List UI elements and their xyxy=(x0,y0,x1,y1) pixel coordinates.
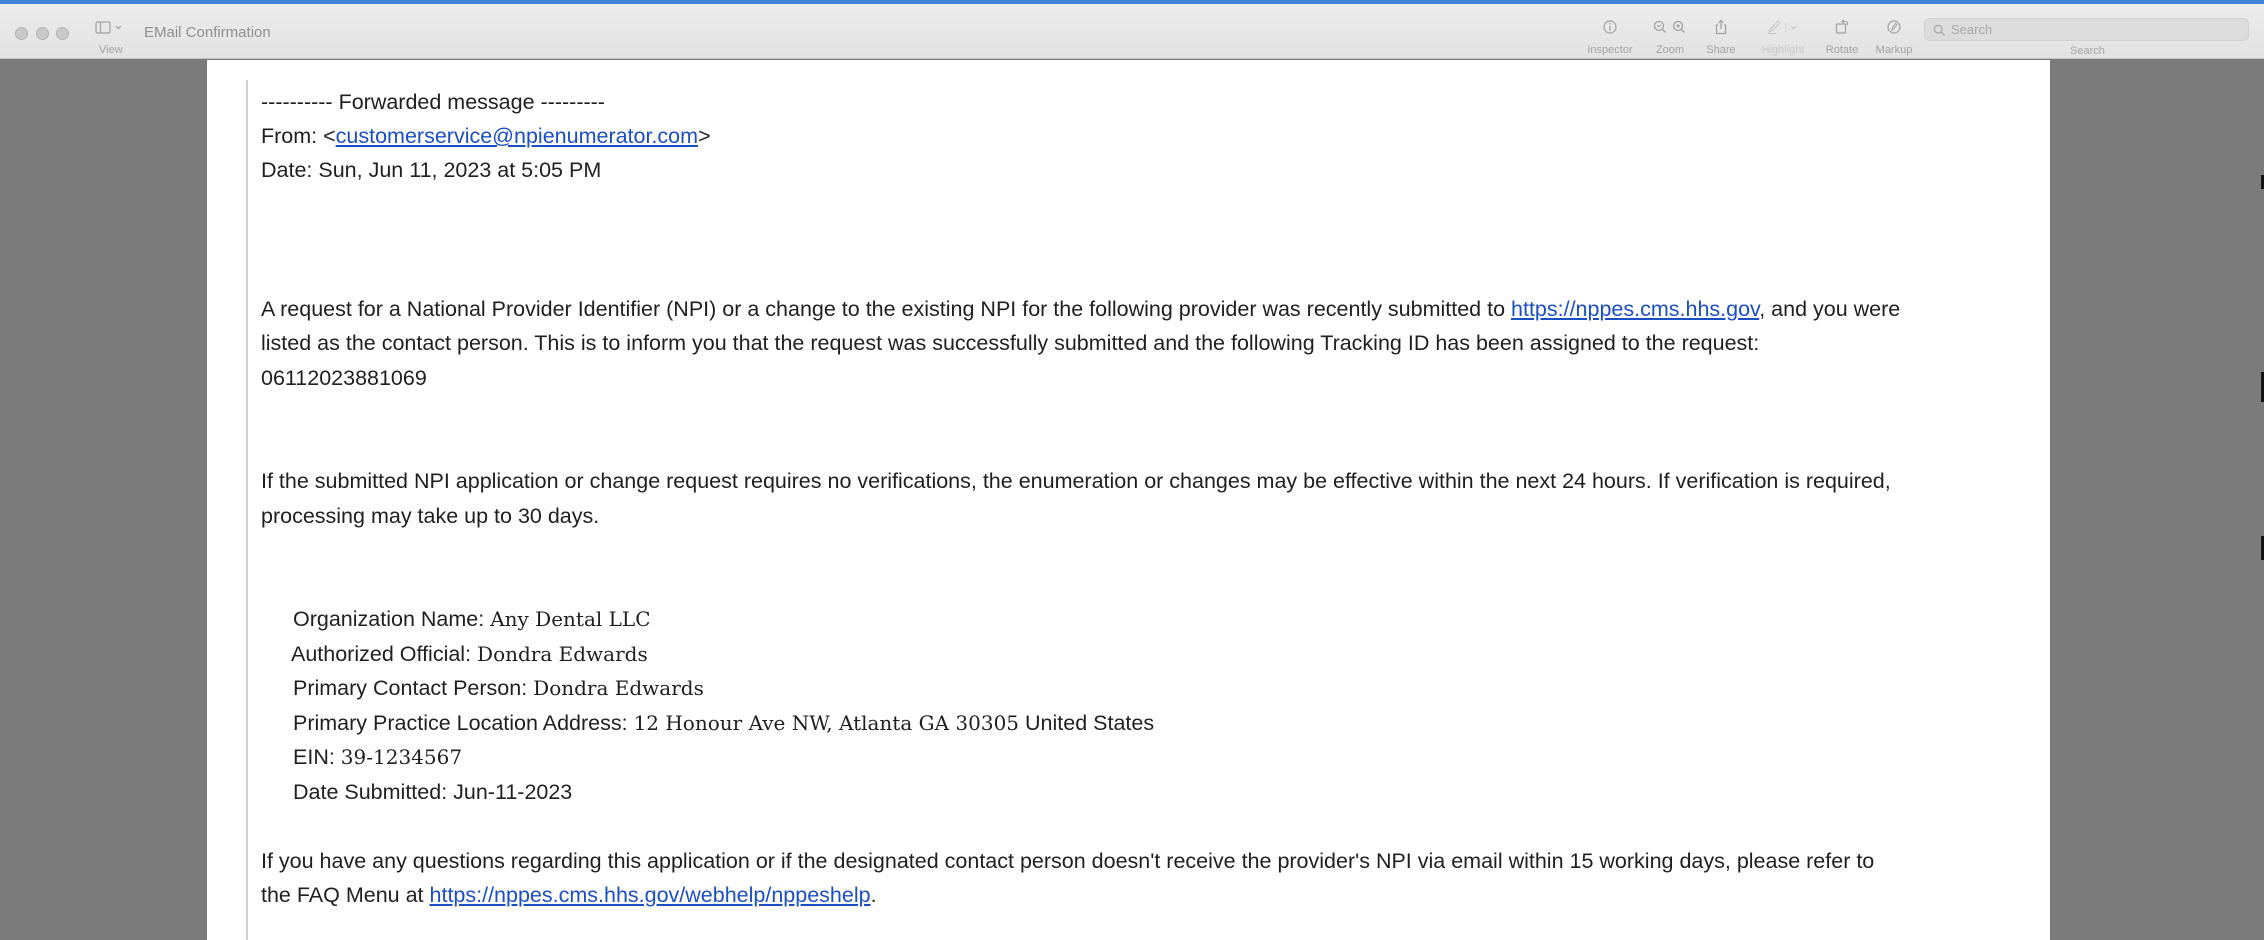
paragraph1-text-a: A request for a National Provider Identifier (NPI) or a change to the existing NPI for the following provider was recently submitted to xyxy=(261,297,1512,321)
from-suffix: > xyxy=(698,124,711,148)
from-prefix: From: < xyxy=(261,124,336,148)
rotate-button[interactable] xyxy=(1820,17,1864,57)
ein-value: 39-1234567 xyxy=(340,745,463,769)
zoom-label: Zoom xyxy=(1655,44,1685,56)
date-submitted-row: Date Submitted: Jun-11-2023 xyxy=(293,780,573,804)
search-icon xyxy=(1933,24,1946,37)
ein-row xyxy=(293,744,462,770)
markup-icon xyxy=(1886,19,1902,35)
organization-name-row xyxy=(293,606,651,632)
practice-address-row xyxy=(293,710,1154,736)
info-icon xyxy=(1602,19,1618,35)
inspector-label: Inspector xyxy=(1587,44,1633,56)
share-label: Share xyxy=(1706,44,1736,56)
highlighter-icon xyxy=(1766,19,1800,35)
organization-value: Any Dental LLC xyxy=(490,607,651,631)
official-label: Authorized Official: xyxy=(291,642,478,666)
share-button[interactable] xyxy=(1701,17,1741,57)
view-menu-button[interactable] xyxy=(95,17,131,57)
sidebar-icon xyxy=(95,21,123,35)
faq-prefix: the FAQ Menu at xyxy=(261,883,430,907)
contact-label: Primary Contact Person: xyxy=(293,676,534,700)
forwarded-header: ---------- Forwarded message --------- xyxy=(261,90,605,114)
primary-contact-row xyxy=(293,675,704,701)
organization-label: Organization Name: xyxy=(293,607,491,631)
ein-label: EIN: xyxy=(293,745,341,769)
highlight-button[interactable] xyxy=(1755,17,1811,57)
close-window-button[interactable] xyxy=(15,27,28,40)
window-title: EMail Confirmation xyxy=(144,24,271,41)
minimize-window-button[interactable] xyxy=(36,27,49,40)
title-bar xyxy=(0,4,2264,59)
zoom-window-button[interactable] xyxy=(56,27,69,40)
highlight-label: Highlight xyxy=(1761,44,1805,56)
nppes-link[interactable]: https://nppes.cms.hhs.gov xyxy=(1511,297,1760,321)
search-label: Search xyxy=(2070,45,2105,57)
faq-help-link[interactable]: https://nppes.cms.hhs.gov/webhelp/nppeshelp xyxy=(429,883,871,907)
inspector-button[interactable] xyxy=(1585,17,1635,57)
forwarded-quote-bar xyxy=(246,80,248,940)
address-label: Primary Practice Location Address: xyxy=(293,711,634,735)
paragraph2-line2: processing may take up to 30 days. xyxy=(261,504,600,528)
share-icon xyxy=(1714,19,1728,35)
rotate-label: Rotate xyxy=(1825,44,1859,56)
markup-button[interactable] xyxy=(1872,17,1916,57)
authorized-official-row xyxy=(291,641,648,667)
zoom-icon xyxy=(1652,19,1688,35)
paragraph3-line2 xyxy=(261,882,877,908)
view-label: View xyxy=(99,44,123,56)
tracking-id: 06112023881069 xyxy=(261,366,427,390)
address-country: United States xyxy=(1019,711,1155,735)
search-field[interactable] xyxy=(1924,18,2249,41)
faq-suffix: . xyxy=(870,883,877,907)
from-line xyxy=(261,123,711,149)
address-value: 12 Honour Ave NW, Atlanta GA 30305 xyxy=(633,711,1020,735)
search-input[interactable] xyxy=(1951,20,2241,39)
zoom-controls[interactable] xyxy=(1645,17,1695,57)
paragraph1-line1 xyxy=(261,296,1900,322)
paragraph1-text-b: , and you were xyxy=(1759,297,1901,321)
markup-label: Markup xyxy=(1875,44,1913,56)
document-page xyxy=(207,60,2050,940)
paragraph3-line1: If you have any questions regarding this application or if the designated contact person doesn't receive the provider's NPI via email within 15 working days, please refer to xyxy=(261,849,1875,873)
rotate-icon xyxy=(1834,19,1850,35)
contact-value: Dondra Edwards xyxy=(533,676,704,700)
date-line: Date: Sun, Jun 11, 2023 at 5:05 PM xyxy=(261,158,602,182)
sender-email-link[interactable]: customerservice@npienumerator.com xyxy=(335,124,699,148)
paragraph1-line2: listed as the contact person. This is to inform you that the request was successfully submitted and the following Tracking ID has been assigned to the request: xyxy=(261,331,1760,355)
paragraph2-line1: If the submitted NPI application or change request requires no verifications, the enumeration or changes may be effective within the next 24 hours. If verification is required, xyxy=(261,469,1891,493)
official-value: Dondra Edwards xyxy=(477,642,648,666)
